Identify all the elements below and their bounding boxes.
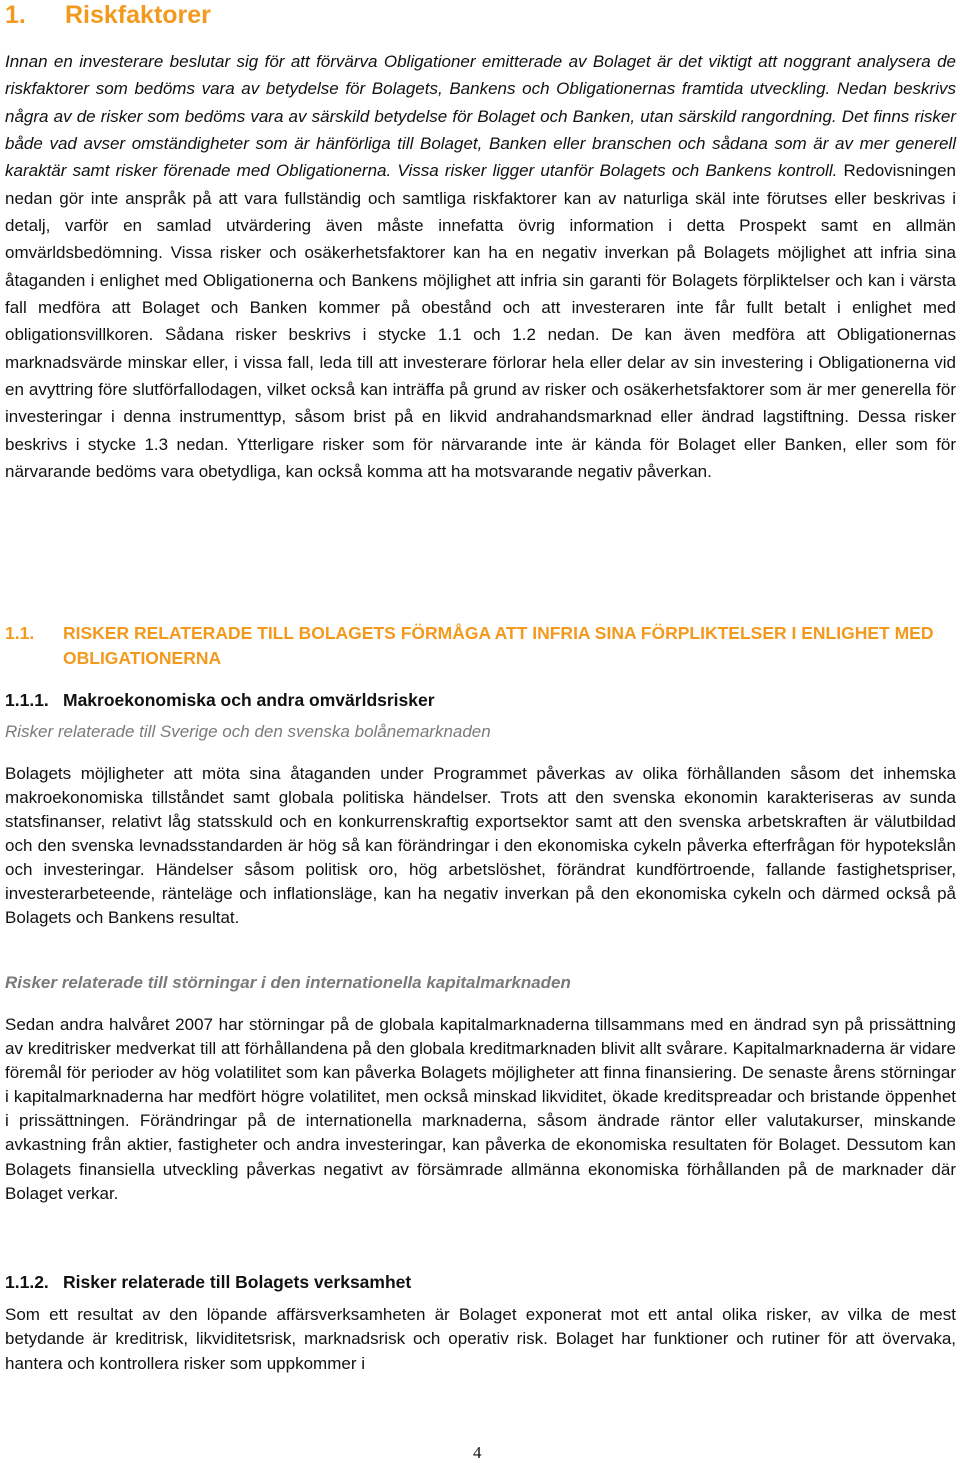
subsection-number: 1.1.2. [5,1272,49,1292]
subsection-number: 1.1.1. [5,690,49,710]
subheading-sweden-risks: Risker relaterade till Sverige och den svenska bolånemarknaden [5,722,491,741]
subheading-market-disruptions: Risker relaterade till störningar i den internationella kapitalmarknaden [5,973,571,992]
chapter-title: Riskfaktorer [65,1,211,29]
chapter-number: 1. [5,1,26,29]
paragraph-business-risks: Som ett resultat av den löpande affärsverksamheten är Bolaget exponerat mot ett antal olika risker, av vilka de mest betydande är kreditrisk, likviditetsrisk, marknadsrisk och operativ risk. Bolaget har funktioner och rutiner för att övervaka, hantera och kontrollera risker som uppkommer i [5,1305,956,1373]
intro-paragraph [5,48,956,486]
section-number: 1.1. [5,623,35,643]
intro-regular-text: Redovisningen nedan gör inte anspråk på att vara fullständig och samtliga riskfaktorer kan av naturliga skäl inte förutses eller beskrivas i detalj, varför en samlad utvärdering även måste innefatta övrig information i detta Prospekt samt en allmän omvärldsbedömning. Vissa risker och osäkerhetsfaktorer kan ha en negativ inverkan på Bolagets möjlighet att infria sina åtaganden i enlighet med Obligationerna och Bankens möjlighet att infria sin garanti för Bolagets förpliktelser och kan i värsta fall medföra att Bolaget och Banken kommer på obestånd och att investeraren inte får fullt betalt i enlighet med obligationsvillkoren. Sådana risker beskrivs i stycke 1.1 och 1.2 nedan. De kan även medföra att Obligationernas marknadsvärde minskar eller, i vissa fall, leda till att investerare förlorar hela eller delar av sin investering i Obligationerna vid en avyttring före slutförfallodagen, vilket också kan inträffa på grund av risker och osäkerhetsfaktorer som är mer generella för investeringar i denna instrumenttyp, såsom brist på en likvid andrahandsmarknad eller ändrad lagstiftning. Dessa risker beskrivs i stycke 1.3 nedan. Ytterligare risker som för närvarande inte är kända för Bolaget eller Banken, eller som för närvarande bedöms vara obetydliga, kan också komma att ha motsvarande negativ påverkan. [5,161,956,482]
subsection-heading-1-1-2 [5,1270,411,1294]
subsection-title: Risker relaterade till Bolagets verksamhet [63,1272,412,1292]
paragraph-sweden-risks: Bolagets möjligheter att möta sina åtaganden under Programmet påverkas av olika förhållanden såsom det inhemska makroekonomiska tillståndet samt globala politiska händelser. Trots att den svenska ekonomin karakteriseras av sunda statsfinanser, relativt låg statsskuld och en konkurrenskraftig exportsektor samt att den svenska arbetskraften är välutbildad och den svenska levnadsstandarden är hög så kan förändringar i den ekonomiska cykeln påverka efterfrågan för hypotekslån och investeringar. Händelser såsom politisk oro, hög arbetslöshet, förändrat kundförtroende, fallande fastighetspriser, investerarbeteende, ränteläge och inflationsläge, kan ha negativ inverkan på den ekonomiska cykeln och därmed också på Bolagets och Bankens resultat. [5,764,956,928]
subsection-title: Makroekonomiska och andra omvärldsrisker [63,690,435,710]
paragraph-market-disruptions: Sedan andra halvåret 2007 har störningar på de globala kapitalmarknaderna tillsammans med en ändrad syn på prissättning av kreditrisker medverkat till att förhållandena på den globala kreditmarknaden blivit allt svårare. Kapitalmarknaderna är vidare föremål för perioder av hög volatilitet som kan påverka Bolagets möjligheter att finna finansiering. De senaste årens störningar i kapitalmarknaderna har medfört högre volatilitet, men också minskad likviditet, ökade kreditspreadar och bristande öppenhet i prissättningen. Förändringar på de internationella marknaderna, såsom ändrade räntor eller valutakurser, minskande avkastning från aktier, fastigheter och andra investeringar, kan påverka de ekonomiska resultaten för Bolaget. Dessutom kan Bolagets finansiella utveckling påverkas negativt av försämrade allmänna ekonomiska förhållanden på de marknader där Bolaget verkar. [5,1015,956,1203]
section-title: RISKER RELATERADE TILL BOLAGETS FÖRMÅGA ATT INFRIA SINA FÖRPLIKTELSER I ENLIGHET MED OBLIGATIONERNA [63,623,934,668]
page-number: 4 [473,1443,482,1462]
intro-italic-text: Innan en investerare beslutar sig för att förvärva Obligationer emitterade av Bolaget är det viktigt att noggrant analysera de riskfaktorer som bedöms vara av betydelse för Bolagets, Bankens och Obligationernas framtida utveckling. Nedan beskrivs några av de risker som bedöms vara av särskild betydelse för Bolaget och Banken, utan särskild rangordning. Det finns risker både vad avser omständigheter som är hänförliga till Bolaget, Banken eller branschen och sådana som är av mer generell karaktär samt risker förenade med Obligationerna. Vissa risker ligger utanför Bolagets och Bankens kontroll. [5,52,956,181]
subsection-heading-1-1-1 [5,688,435,712]
section-heading-1-1 [5,621,956,671]
chapter-heading [5,0,211,30]
